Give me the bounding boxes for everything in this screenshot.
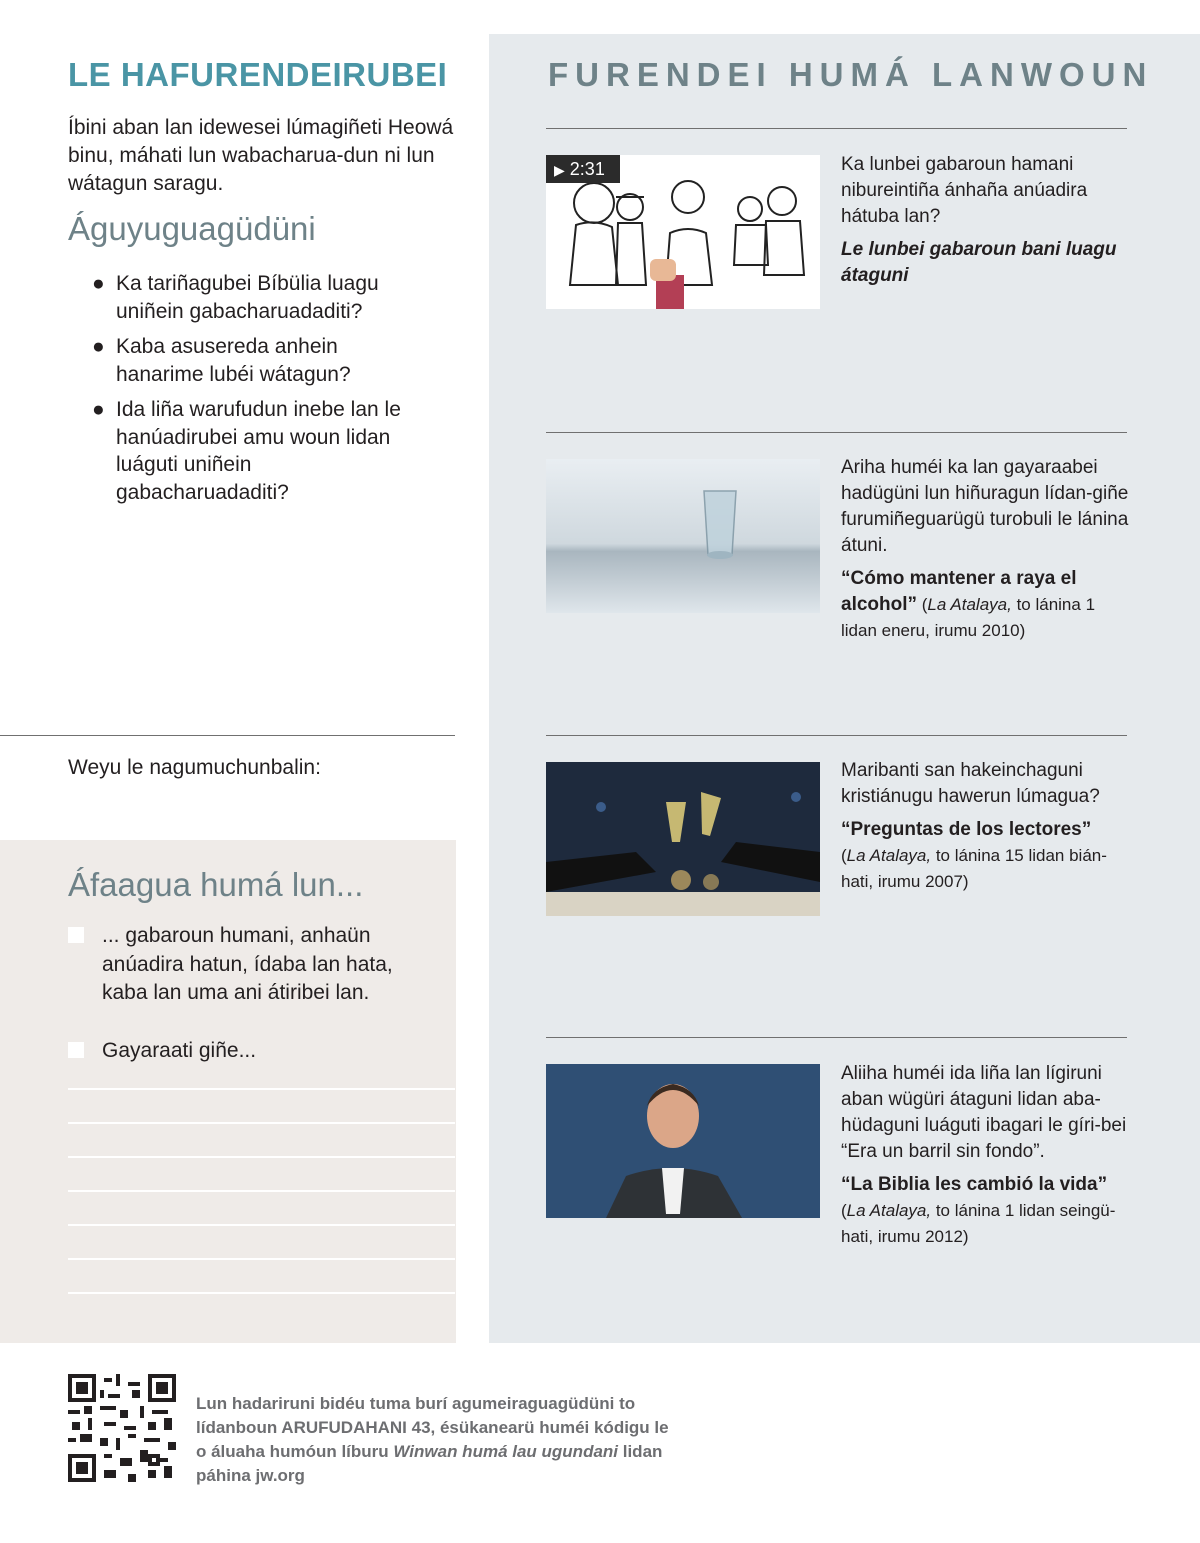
article-reference[interactable]: “Cómo mantener a raya el alcohol” (La Atalaya, to lánina 1 lidan eneru, irumu 2010) bbox=[841, 568, 1096, 640]
questions-heading: Águyuguagüdüni bbox=[68, 210, 316, 247]
divider bbox=[546, 735, 1127, 736]
video-title-link[interactable]: Le lunbei gabaroun bani luagu átaguni bbox=[841, 239, 1117, 286]
divider bbox=[0, 735, 455, 736]
related-question: Aliiha huméi ida liña lan lígiruni aban wügüri átaguni lidan aba-hüdaguni luáguti ibagari le gíri-bei “Era un barril sin fondo”. bbox=[841, 1063, 1127, 1162]
checkbox-icon[interactable] bbox=[68, 1042, 84, 1058]
article-source: (La Atalaya, to lánina 1 lidan seingü-hati, irumu 2012) bbox=[841, 1201, 1116, 1246]
man-portrait-image bbox=[546, 1064, 820, 1218]
remember-box bbox=[0, 840, 456, 1343]
qr-code-icon[interactable] bbox=[68, 1374, 176, 1482]
related-question: Ariha huméi ka lan gayaraabei hadügüni lun hiñuragun lídan-giñe furumiñeguarügü turobuli le lánina átuni. bbox=[841, 457, 1129, 556]
article-reference[interactable]: “Preguntas de los lectores” bbox=[841, 819, 1092, 840]
footer-instructions: Lun hadariruni bidéu tuma burí agumeiraguagüdüni to lídanboun ARUFUDAHANI 43, ésükanearü huméi kódigu le o áluaha humóun líburu Winwan humá lau ugundani lidan páhina jw.org bbox=[196, 1394, 669, 1485]
questions-list bbox=[92, 270, 422, 514]
note-label: Weyu le nagumuchunbalin: bbox=[68, 756, 321, 779]
play-icon: ▶ bbox=[554, 162, 565, 178]
divider bbox=[546, 432, 1127, 433]
writing-line[interactable] bbox=[68, 1156, 455, 1158]
bullet-icon: ● bbox=[92, 398, 105, 421]
article-source: (La Atalaya, to lánina 15 lidan bián-hati, irumu 2007) bbox=[841, 846, 1107, 891]
writing-line[interactable] bbox=[68, 1190, 455, 1192]
article-reference[interactable]: “La Biblia les cambió la vida” bbox=[841, 1174, 1108, 1195]
glass-image bbox=[546, 459, 820, 613]
remember-item[interactable]: ... gabaroun humani, anhaün anúadira hatun, ídaba lan hata, kaba lan uma ani átiribei lan. bbox=[68, 922, 438, 1008]
writing-line[interactable] bbox=[68, 1258, 455, 1260]
writing-line[interactable] bbox=[68, 1224, 455, 1226]
question-item: ● Kaba asusereda anhein hanarime lubéi wátagun? bbox=[92, 335, 351, 386]
writing-line[interactable] bbox=[68, 1122, 455, 1124]
bullet-icon: ● bbox=[92, 272, 105, 295]
divider bbox=[546, 1037, 1127, 1038]
video-duration-badge: ▶ 2:31 bbox=[546, 155, 620, 183]
section-title: LE HAFURENDEIRUBEI bbox=[68, 56, 448, 93]
writing-line[interactable] bbox=[68, 1292, 455, 1294]
writing-line[interactable] bbox=[68, 1088, 455, 1090]
related-question: Maribanti san hakeinchaguni kristiánugu hawerun lúmagua? bbox=[841, 760, 1100, 807]
remember-item[interactable]: Gayaraati giñe... bbox=[68, 1037, 438, 1066]
toast-image bbox=[546, 762, 820, 916]
divider bbox=[546, 128, 1127, 129]
remember-heading: Áfaagua humá lun... bbox=[68, 866, 364, 903]
question-item: ● Ka tariñagubei Bíbülia luagu uniñein gabacharuadaditi? bbox=[92, 272, 379, 323]
bullet-icon: ● bbox=[92, 335, 105, 358]
related-question: Ka lunbei gabaroun hamani nibureintiña ánhaña anúadira hátuba lan? bbox=[841, 154, 1088, 227]
checkbox-icon[interactable] bbox=[68, 927, 84, 943]
related-title: FURENDEI HUMÁ LANWOUN bbox=[548, 56, 1154, 93]
question-item: ● Ida liña warufudun inebe lan le hanúadirubei amu woun lidan luáguti uniñein gabacharuadaditi? bbox=[92, 398, 401, 504]
intro-text: Íbini aban lan idewesei lúmagiñeti Heowá binu, máhati lun wabacharua-dun ni lun wátagun saragu. bbox=[68, 116, 454, 195]
